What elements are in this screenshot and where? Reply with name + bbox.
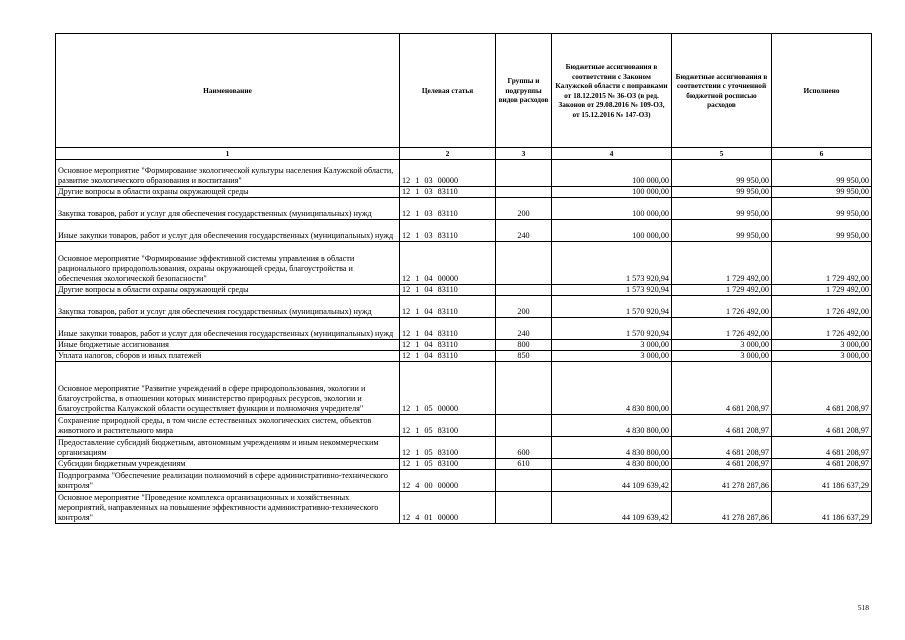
- cell-executed: 1 729 492,00: [772, 285, 872, 296]
- cell-executed: 4 681 208,97: [772, 415, 872, 437]
- cell-allocation-law: 3 000,00: [552, 351, 672, 362]
- cell-name: Сохранение природной среды, в том числе естественных экологических систем, объектов животного и растительного мира: [56, 415, 400, 437]
- cell-target-article: 12 1 03 83110: [400, 187, 496, 198]
- table-row: [56, 470, 872, 492]
- column-number: 2: [400, 148, 496, 160]
- cell-target-article: 12 4 01 00000: [400, 492, 496, 524]
- cell-allocation-refined: 41 278 287,86: [672, 492, 772, 524]
- header-target-article: Целевая статья: [400, 34, 496, 148]
- cell-executed: 3 000,00: [772, 340, 872, 351]
- cell-expense-group: [496, 242, 552, 285]
- cell-allocation-refined: 4 681 208,97: [672, 459, 772, 470]
- cell-allocation-law: 100 000,00: [552, 198, 672, 220]
- cell-target-article: 12 1 03 83110: [400, 198, 496, 220]
- header-row: [56, 34, 872, 148]
- cell-allocation-refined: 1 726 492,00: [672, 318, 772, 340]
- cell-expense-group: [496, 160, 552, 187]
- cell-executed: 1 726 492,00: [772, 318, 872, 340]
- cell-name: Подпрограмма "Обеспечение реализации полномочий в сфере административно-технического контроля": [56, 470, 400, 492]
- cell-name: Иные закупки товаров, работ и услуг для обеспечения государственных (муниципальных) нужд: [56, 318, 400, 340]
- cell-name: Основное мероприятие "Формирование эффективной системы управления в области рационального природопользования, охраны окружающей среды, благоустройства и обеспечения экологической безопасности": [56, 242, 400, 285]
- cell-expense-group: 240: [496, 318, 552, 340]
- cell-allocation-refined: 99 950,00: [672, 198, 772, 220]
- table-row: [56, 242, 872, 285]
- cell-executed: 3 000,00: [772, 351, 872, 362]
- cell-expense-group: 200: [496, 296, 552, 318]
- column-number: 5: [672, 148, 772, 160]
- cell-allocation-refined: 99 950,00: [672, 187, 772, 198]
- cell-allocation-refined: 1 729 492,00: [672, 285, 772, 296]
- column-number-row: [56, 148, 872, 160]
- cell-name: Уплата налогов, сборов и иных платежей: [56, 351, 400, 362]
- cell-name: Основное мероприятие "Проведение комплекса организационных и хозяйственных мероприятий, направленных на повышение эффективности административно-технического контроля": [56, 492, 400, 524]
- column-number: 4: [552, 148, 672, 160]
- header-allocations-refined: Бюджетные ассигнования в соответствии с уточненной бюджетной росписью расходов: [672, 34, 772, 148]
- cell-target-article: 12 1 03 83110: [400, 220, 496, 242]
- cell-allocation-law: 100 000,00: [552, 187, 672, 198]
- cell-allocation-refined: 1 726 492,00: [672, 296, 772, 318]
- table-row: [56, 198, 872, 220]
- cell-allocation-refined: 3 000,00: [672, 351, 772, 362]
- cell-allocation-law: 44 109 639,42: [552, 492, 672, 524]
- cell-allocation-law: 1 570 920,94: [552, 318, 672, 340]
- cell-target-article: 12 1 05 83100: [400, 437, 496, 459]
- cell-allocation-law: 3 000,00: [552, 340, 672, 351]
- cell-expense-group: 800: [496, 340, 552, 351]
- header-expense-groups: Группы и подгруппы видов расходов: [496, 34, 552, 148]
- cell-expense-group: 200: [496, 198, 552, 220]
- table-row: [56, 160, 872, 187]
- cell-expense-group: [496, 285, 552, 296]
- cell-allocation-refined: 4 681 208,97: [672, 362, 772, 415]
- cell-name: Основное мероприятие "Развитие учреждений в сфере природопользования, экологии и благоустройства, в отношении которых министерство природных ресурсов, экологии и благоустройства Калужской области осуществляет функции и полномочия учредителя": [56, 362, 400, 415]
- cell-executed: 99 950,00: [772, 220, 872, 242]
- cell-name: Основное мероприятие "Формирование экологической культуры населения Калужской области, развитие экологического образования и воспитания": [56, 160, 400, 187]
- cell-executed: 99 950,00: [772, 187, 872, 198]
- cell-target-article: 12 4 00 00000: [400, 470, 496, 492]
- column-number: 3: [496, 148, 552, 160]
- cell-allocation-refined: 3 000,00: [672, 340, 772, 351]
- header-executed: Исполнено: [772, 34, 872, 148]
- cell-expense-group: 610: [496, 459, 552, 470]
- cell-expense-group: [496, 187, 552, 198]
- cell-expense-group: [496, 492, 552, 524]
- cell-allocation-law: 4 830 800,00: [552, 459, 672, 470]
- header-allocations-law: Бюджетные ассигнования в соответствии с Законом Калужской области с поправками от 18.12.2015 № 36-ОЗ (в ред. Законов от 29.08.2016 № 109-ОЗ, от 15.12.2016 № 147-ОЗ): [552, 34, 672, 148]
- table-row: [56, 296, 872, 318]
- cell-allocation-law: 4 830 800,00: [552, 362, 672, 415]
- page-number: 518: [857, 603, 869, 612]
- cell-target-article: 12 1 04 83110: [400, 340, 496, 351]
- cell-allocation-refined: 4 681 208,97: [672, 437, 772, 459]
- cell-allocation-law: 44 109 639,42: [552, 470, 672, 492]
- cell-target-article: 12 1 03 00000: [400, 160, 496, 187]
- table-row: [56, 362, 872, 415]
- cell-allocation-refined: 4 681 208,97: [672, 415, 772, 437]
- table-row: [56, 340, 872, 351]
- table-row: [56, 492, 872, 524]
- cell-allocation-refined: 41 278 287,86: [672, 470, 772, 492]
- cell-target-article: 12 1 04 83110: [400, 351, 496, 362]
- cell-expense-group: [496, 362, 552, 415]
- table-row: [56, 285, 872, 296]
- cell-allocation-law: 4 830 800,00: [552, 437, 672, 459]
- cell-executed: 99 950,00: [772, 160, 872, 187]
- cell-allocation-law: 1 570 920,94: [552, 296, 672, 318]
- cell-name: Закупка товаров, работ и услуг для обеспечения государственных (муниципальных) нужд: [56, 198, 400, 220]
- column-number: 6: [772, 148, 872, 160]
- table-row: [56, 351, 872, 362]
- cell-allocation-refined: 99 950,00: [672, 220, 772, 242]
- cell-executed: 4 681 208,97: [772, 437, 872, 459]
- cell-allocation-refined: 1 729 492,00: [672, 242, 772, 285]
- table-row: [56, 459, 872, 470]
- cell-target-article: 12 1 04 00000: [400, 242, 496, 285]
- cell-executed: 41 186 637,29: [772, 492, 872, 524]
- budget-table: [55, 33, 872, 524]
- cell-executed: 1 729 492,00: [772, 242, 872, 285]
- cell-executed: 1 726 492,00: [772, 296, 872, 318]
- cell-target-article: 12 1 05 83100: [400, 459, 496, 470]
- cell-expense-group: 600: [496, 437, 552, 459]
- cell-target-article: 12 1 05 83100: [400, 415, 496, 437]
- table-row: [56, 187, 872, 198]
- cell-executed: 41 186 637,29: [772, 470, 872, 492]
- table-row: [56, 220, 872, 242]
- table-row: [56, 318, 872, 340]
- cell-name: Другие вопросы в области охраны окружающей среды: [56, 187, 400, 198]
- cell-allocation-law: 100 000,00: [552, 160, 672, 187]
- cell-expense-group: [496, 415, 552, 437]
- cell-target-article: 12 1 04 83110: [400, 296, 496, 318]
- cell-allocation-law: 1 573 920,94: [552, 285, 672, 296]
- cell-name: Иные закупки товаров, работ и услуг для обеспечения государственных (муниципальных) нужд: [56, 220, 400, 242]
- cell-executed: 99 950,00: [772, 198, 872, 220]
- cell-name: Иные бюджетные ассигнования: [56, 340, 400, 351]
- cell-name: Субсидии бюджетным учреждениям: [56, 459, 400, 470]
- cell-target-article: 12 1 04 83110: [400, 318, 496, 340]
- cell-allocation-law: 100 000,00: [552, 220, 672, 242]
- cell-target-article: 12 1 04 83110: [400, 285, 496, 296]
- cell-executed: 4 681 208,97: [772, 362, 872, 415]
- cell-allocation-law: 1 573 920,94: [552, 242, 672, 285]
- cell-name: Закупка товаров, работ и услуг для обеспечения государственных (муниципальных) нужд: [56, 296, 400, 318]
- table-body: [56, 160, 872, 524]
- cell-name: Другие вопросы в области охраны окружающей среды: [56, 285, 400, 296]
- cell-expense-group: 240: [496, 220, 552, 242]
- table-row: [56, 415, 872, 437]
- table-row: [56, 437, 872, 459]
- cell-target-article: 12 1 05 00000: [400, 362, 496, 415]
- header-name: Наименование: [56, 34, 400, 148]
- cell-executed: 4 681 208,97: [772, 459, 872, 470]
- cell-allocation-law: 4 830 800,00: [552, 415, 672, 437]
- cell-name: Предоставление субсидий бюджетным, автономным учреждениям и иным некоммерческим организациям: [56, 437, 400, 459]
- cell-allocation-refined: 99 950,00: [672, 160, 772, 187]
- cell-expense-group: 850: [496, 351, 552, 362]
- cell-expense-group: [496, 470, 552, 492]
- column-number: 1: [56, 148, 400, 160]
